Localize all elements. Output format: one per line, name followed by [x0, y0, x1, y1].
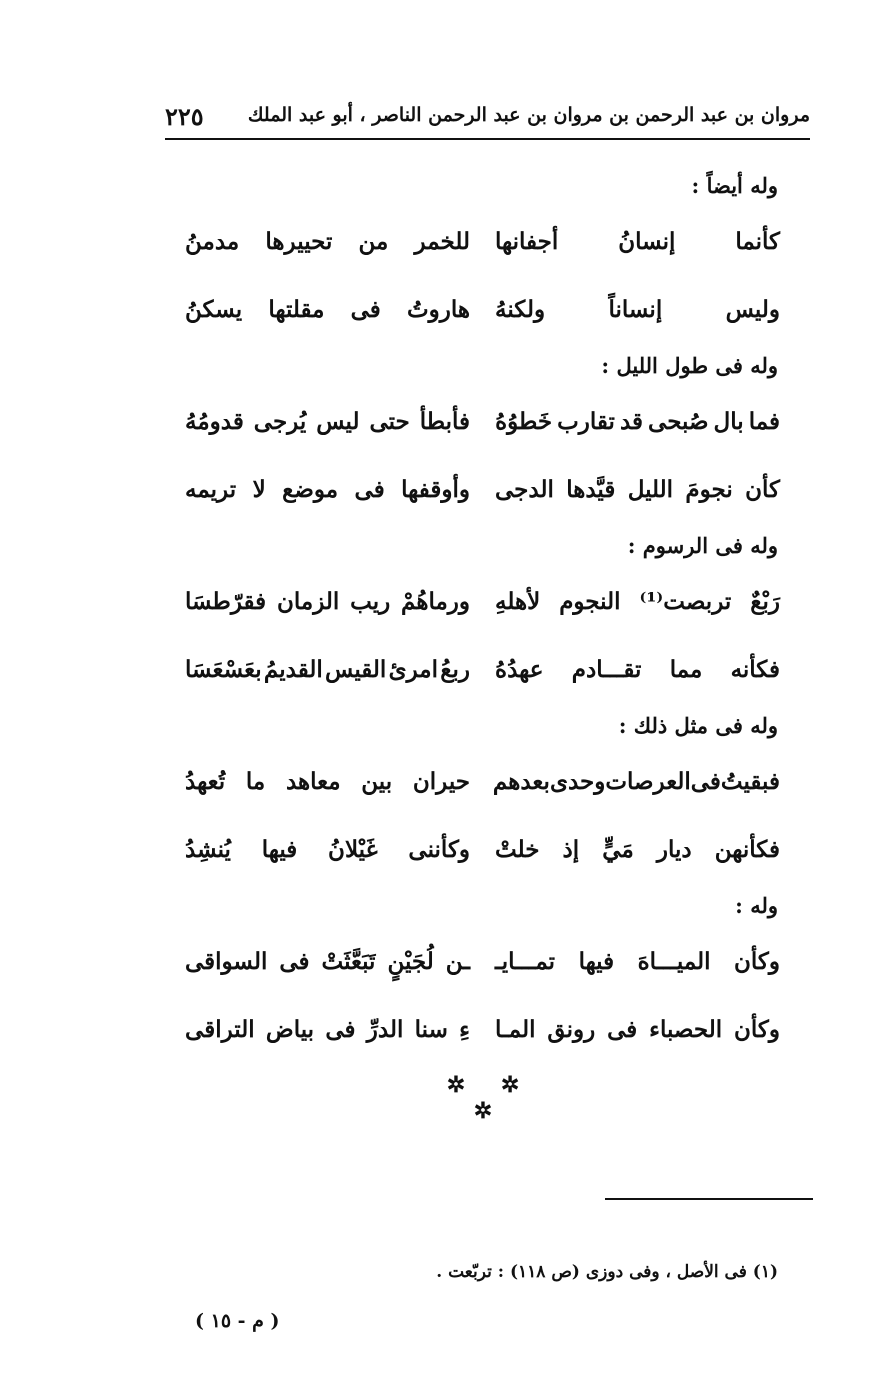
- verse-word: بين: [361, 768, 393, 795]
- verse-word: قد: [619, 408, 644, 435]
- verse-word: ريب: [350, 588, 391, 615]
- second-hemistich: [185, 582, 470, 622]
- verse-word: خَطوُهُ: [495, 408, 553, 435]
- verse-word: بال: [713, 408, 744, 435]
- page-header: [165, 100, 810, 136]
- verse-word: يسكنُ: [185, 296, 243, 323]
- verse-word: خلتْ: [495, 836, 540, 863]
- verse-line: [185, 582, 780, 622]
- verse-line: [185, 402, 780, 442]
- verse-word: كأن: [745, 476, 780, 503]
- verse-word: موضع: [282, 476, 339, 503]
- verse-word: إذ: [562, 836, 580, 863]
- second-hemistich: [185, 942, 470, 982]
- verse-word: لُجَيْنٍ: [387, 948, 434, 975]
- page-number: ٢٢٥: [165, 102, 204, 131]
- second-hemistich: [185, 1010, 470, 1050]
- signature-mark: ( م - ١٥ ): [195, 1310, 280, 1332]
- verse-line: [185, 830, 780, 870]
- verse-word: فى: [690, 768, 721, 795]
- verse-word: تريمه: [185, 476, 237, 503]
- second-hemistich: [185, 402, 470, 442]
- verse-word: وليس: [725, 296, 780, 323]
- verse-word: مقلتها: [268, 296, 325, 323]
- verse-word: تقارب: [557, 408, 615, 435]
- first-hemistich: [495, 942, 780, 982]
- verse-word: سنا: [414, 1016, 448, 1043]
- verse-word: التراقى: [185, 1016, 255, 1043]
- section-heading: وله فى مثل ذلك :: [618, 713, 778, 738]
- poem-body: [185, 170, 780, 1070]
- second-hemistich: [185, 290, 470, 330]
- verse-word: الحصباء: [649, 1016, 723, 1043]
- verse-word: صُبحى: [648, 408, 709, 435]
- verse-line: [185, 942, 780, 982]
- poem-section: [185, 890, 780, 1050]
- verse-word: فقرّطسَا: [185, 588, 267, 615]
- verse-word: حيران: [412, 768, 470, 795]
- verse-word: تُعهدُ: [185, 768, 226, 795]
- verse-word: فكأنه: [730, 656, 780, 683]
- verse-word: وأوقفها: [401, 476, 470, 503]
- verse-word: لا: [252, 476, 266, 503]
- verse-word: إنساناً: [608, 296, 663, 323]
- verse-word: عهدُهُ: [495, 656, 544, 683]
- first-hemistich: [495, 470, 780, 510]
- first-hemistich: [495, 650, 780, 690]
- verse-word: قدومُهُ: [185, 408, 244, 435]
- verse-line: [185, 290, 780, 330]
- verse-word: هاروتُ: [406, 296, 470, 323]
- verse-word: من: [358, 228, 389, 255]
- verse-word: وكأن: [734, 1016, 780, 1043]
- verse-word: ورماهُمْ: [401, 588, 470, 615]
- second-hemistich: [185, 762, 470, 802]
- verse-word: مدمنُ: [185, 228, 240, 255]
- verse-word: النجوم: [559, 588, 621, 615]
- verse-word: فى: [354, 476, 385, 503]
- verse-word: فيها: [261, 836, 298, 863]
- verse-word: قيَّدها: [566, 476, 616, 503]
- verse-word: يُرجى: [253, 408, 307, 435]
- verse-word: امرئ: [388, 656, 438, 683]
- second-hemistich: [185, 470, 470, 510]
- verse-word: بعدهم: [492, 768, 550, 795]
- first-hemistich: [492, 762, 780, 802]
- footnote: (١) فى الأصل ، وفى دوزى (ص ١١٨) : تربّعت .: [436, 1262, 778, 1282]
- first-hemistich: [495, 402, 780, 442]
- verse-word: فى: [350, 296, 381, 323]
- verse-word: معاهد: [285, 768, 341, 795]
- verse-word: الدجى: [495, 476, 554, 503]
- section-heading: وله :: [735, 893, 778, 918]
- verse-word: الليل: [627, 476, 674, 503]
- verse-word: القديمُ: [263, 656, 323, 683]
- verse-word: فبقيتُ: [720, 768, 780, 795]
- poem-section: [185, 170, 780, 330]
- verse-word: ءِ: [459, 1016, 470, 1043]
- verse-word: وكأننى: [408, 836, 470, 863]
- verse-word: رَبْعٌ: [750, 588, 780, 615]
- footnote-rule: [605, 1198, 813, 1200]
- verse-word: المـا: [495, 1016, 536, 1043]
- verse-word: القيس: [325, 656, 387, 683]
- verse-word: العرصات: [605, 768, 691, 795]
- verse-word: غَيْلانُ: [328, 836, 378, 863]
- verse-word: وكأن: [734, 948, 780, 975]
- verse-word: فى: [325, 1016, 356, 1043]
- verse-word: تقـــادم: [571, 656, 642, 683]
- verse-word: الزمان: [276, 588, 340, 615]
- first-hemistich: [495, 222, 780, 262]
- verse-line: [185, 1010, 780, 1050]
- verse-word: كأنما: [735, 228, 780, 255]
- verse-word: فكأنهن: [714, 836, 780, 863]
- verse-word: نجومَ: [685, 476, 733, 503]
- verse-word: فيها: [578, 948, 615, 975]
- verse-word: تربصت⁽¹⁾: [639, 588, 732, 615]
- verse-word: فى: [607, 1016, 638, 1043]
- running-title: مروان بن عبد الرحمن بن مروان بن عبد الرحمن الناصر ، أبو عبد الملك: [247, 104, 810, 126]
- verse-word: أجفانها: [495, 228, 559, 255]
- verse-word: وحدى: [549, 768, 606, 795]
- verse-word: يُنشِدُ: [185, 836, 231, 863]
- header-rule: [165, 138, 810, 140]
- verse-word: بياض: [265, 1016, 315, 1043]
- verse-word: ما: [245, 768, 266, 795]
- verse-word: مَيٍّ: [602, 836, 634, 863]
- verse-line: [185, 762, 780, 802]
- verse-word: تمـــايـ: [495, 948, 556, 975]
- verse-word: إنسانُ: [618, 228, 676, 255]
- section-ornament: ✲ ✲ ✲: [446, 1072, 534, 1124]
- section-heading: وله فى الرسوم :: [627, 533, 778, 558]
- verse-word: فى: [279, 948, 310, 975]
- verse-word: الميـــاهَ: [637, 948, 711, 975]
- poem-section: [185, 350, 780, 510]
- first-hemistich: [495, 582, 780, 622]
- second-hemistich: [185, 222, 470, 262]
- poem-section: [185, 530, 780, 690]
- verse-word: فما: [748, 408, 780, 435]
- verse-word: لأهلهِ: [495, 588, 541, 615]
- verse-word: بعَسْعَسَا: [185, 656, 262, 683]
- verse-word: ليس: [316, 408, 360, 435]
- verse-word: ـن: [445, 948, 470, 975]
- verse-word: تَبَعَّثَتْ: [321, 948, 376, 975]
- section-heading: وله أيضاً :: [691, 173, 778, 198]
- verse-word: رونق: [547, 1016, 596, 1043]
- verse-word: للخمر: [414, 228, 470, 255]
- section-heading: وله فى طول الليل :: [601, 353, 778, 378]
- verse-word: ديار: [656, 836, 692, 863]
- verse-line: [185, 222, 780, 262]
- poem-section: [185, 710, 780, 870]
- second-hemistich: [185, 830, 470, 870]
- verse-line: [185, 650, 780, 690]
- verse-line: [185, 470, 780, 510]
- first-hemistich: [495, 1010, 780, 1050]
- verse-word: مما: [669, 656, 703, 683]
- verse-word: فأبطأ: [419, 408, 470, 435]
- verse-word: ولكنهُ: [495, 296, 546, 323]
- first-hemistich: [495, 290, 780, 330]
- verse-word: حتى: [369, 408, 410, 435]
- first-hemistich: [495, 830, 780, 870]
- second-hemistich: [185, 650, 470, 690]
- verse-word: تحييرها: [265, 228, 333, 255]
- verse-word: السواقى: [185, 948, 268, 975]
- verse-word: الدرِّ: [366, 1016, 404, 1043]
- verse-word: ربعُ: [440, 656, 470, 683]
